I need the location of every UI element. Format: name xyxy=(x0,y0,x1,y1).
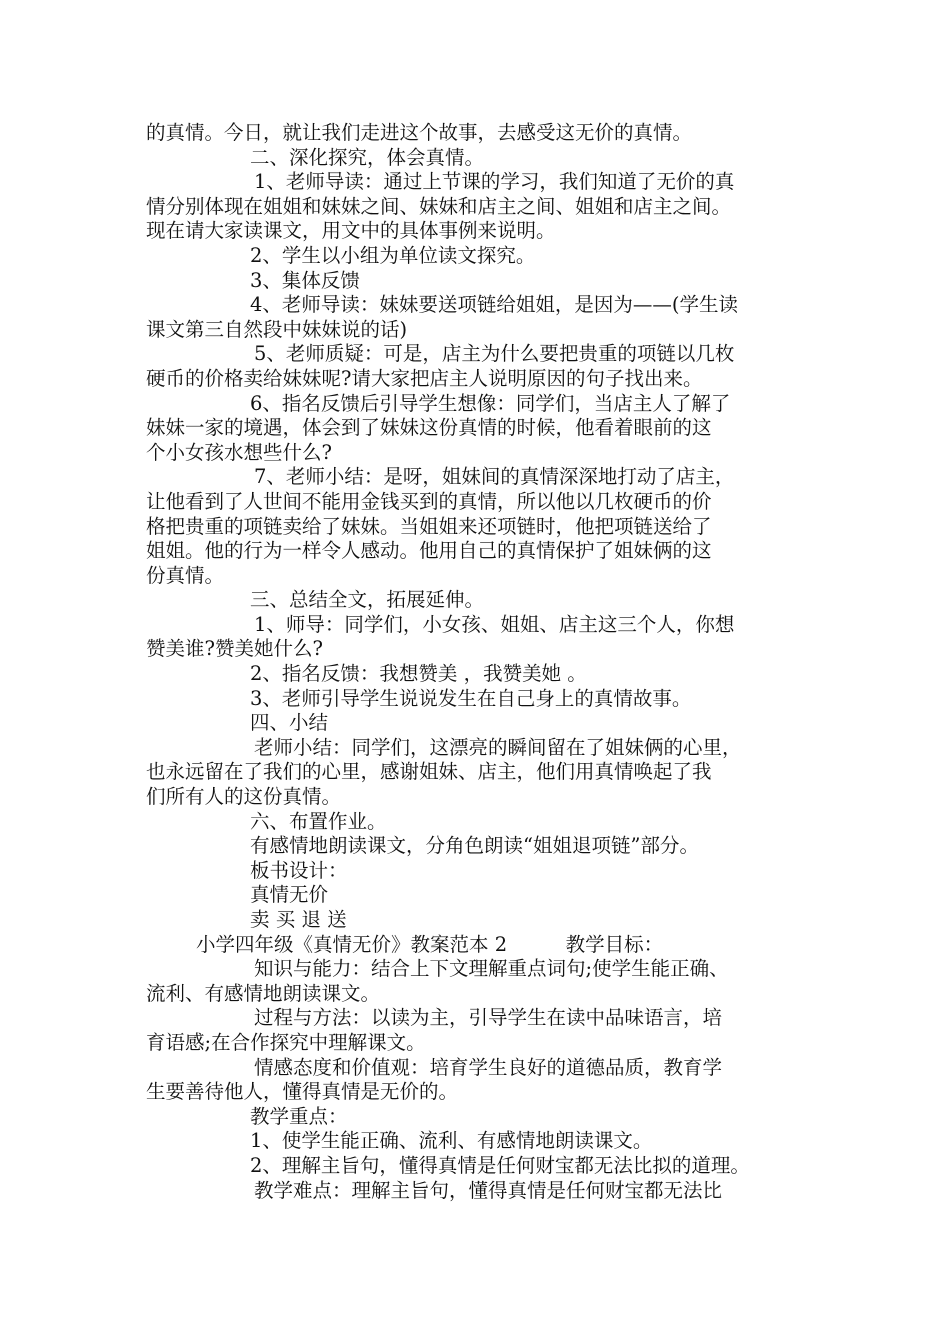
text-line: 2、指名反馈：我想赞美 ，我赞美她 。 xyxy=(250,662,587,686)
text-line: 硬币的价格卖给妹妹呢?请大家把店主人说明原因的句子找出来。 xyxy=(146,366,703,390)
text-line: 7、老师小结：是呀，姐妹间的真情深深地打动了店主， xyxy=(254,465,735,489)
document-body xyxy=(146,121,826,1203)
blackboard-title: 真情无价 xyxy=(250,883,329,907)
text-line: 份真情。 xyxy=(146,563,225,587)
text-line: 5、老师质疑：可是，店主为什么要把贵重的项链以几枚 xyxy=(254,342,735,366)
text-line: 1、老师导读：通过上节课的学习，我们知道了无价的真 xyxy=(254,170,735,194)
document-title: 小学四年级《真情无价》教案范本 2 教学目标： xyxy=(196,932,664,956)
text-line: 生要善待他人，懂得真情是无价的。 xyxy=(146,1080,459,1104)
text-line: 育语感;在合作探究中理解课文。 xyxy=(146,1030,426,1054)
text-line: 有感情地朗读课文，分角色朗读“姐姐退项链”部分。 xyxy=(250,834,699,858)
text-line: 1、师导：同学们，小女孩、姐姐、店主这三个人，你想 xyxy=(254,612,735,636)
text-line: 过程与方法：以读为主，引导学生在读中品味语言，培 xyxy=(254,1006,723,1030)
section-heading: 三、总结全文，拓展延伸。 xyxy=(250,588,485,612)
text-line: 老师小结：同学们，这漂亮的瞬间留在了姐妹俩的心里， xyxy=(254,735,742,759)
text-line: 1、使学生能正确、流利、有感情地朗读课文。 xyxy=(250,1129,653,1153)
text-line: 也永远留在了我们的心里，感谢姐妹、店主，他们用真情唤起了我 xyxy=(146,760,712,784)
text-line: 板书设计： xyxy=(250,858,348,882)
section-heading: 四、小结 xyxy=(250,711,329,735)
section-heading: 教学重点： xyxy=(250,1104,348,1128)
text-line: 课文第三自然段中妹妹说的话) xyxy=(146,317,408,341)
text-line: 格把贵重的项链卖给了妹妹。当姐姐来还项链时，他把项链送给了 xyxy=(146,514,712,538)
blackboard-words: 卖 买 退 送 xyxy=(250,908,347,931)
text-line: 流利、有感情地朗读课文。 xyxy=(146,981,381,1005)
text-line: 妹妹一家的境遇，体会到了妹妹这份真情的时候，他看着眼前的这 xyxy=(146,416,712,440)
section-heading: 二、深化探究，体会真情。 xyxy=(250,145,485,169)
text-line: 姐姐。他的行为一样令人感动。他用自己的真情保护了姐妹俩的这 xyxy=(146,539,712,563)
section-heading: 六、布置作业。 xyxy=(250,809,387,833)
text-line: 个小女孩水想些什么? xyxy=(146,440,332,464)
text-line: 3、集体反馈 xyxy=(250,268,360,292)
text-line: 们所有人的这份真情。 xyxy=(146,785,342,809)
text-line: 赞美谁?赞美她什么? xyxy=(146,637,323,661)
text-line: 现在请大家读课文，用文中的具体事例来说明。 xyxy=(146,219,556,243)
text-line: 2、理解主旨句，懂得真情是任何财宝都无法比拟的道理。 xyxy=(250,1153,750,1177)
text-line: 教学难点：理解主旨句，懂得真情是任何财宝都无法比 xyxy=(254,1178,723,1202)
text-line: 4、老师导读：妹妹要送项链给姐姐，是因为——(学生读 xyxy=(250,293,739,317)
text-line: 让他看到了人世间不能用金钱买到的真情，所以他以几枚硬币的价 xyxy=(146,489,712,513)
text-line: 情分别体现在姐姐和妹妹之间、妹妹和店主之间、姐姐和店主之间。 xyxy=(146,194,732,218)
text-line: 6、指名反馈后引导学生想像：同学们，当店主人了解了 xyxy=(250,391,731,415)
text-line: 3、老师引导学生说说发生在自己身上的真情故事。 xyxy=(250,686,692,710)
text-line: 2、学生以小组为单位读文探究。 xyxy=(250,243,536,267)
text-line: 知识与能力：结合上下文理解重点词句;使学生能正确、 xyxy=(254,957,729,981)
text-line: 情感态度和价值观：培育学生良好的道德品质，教育学 xyxy=(254,1055,723,1079)
text-line: 的真情。今日，就让我们走进这个故事，去感受这无价的真情。 xyxy=(146,121,693,144)
